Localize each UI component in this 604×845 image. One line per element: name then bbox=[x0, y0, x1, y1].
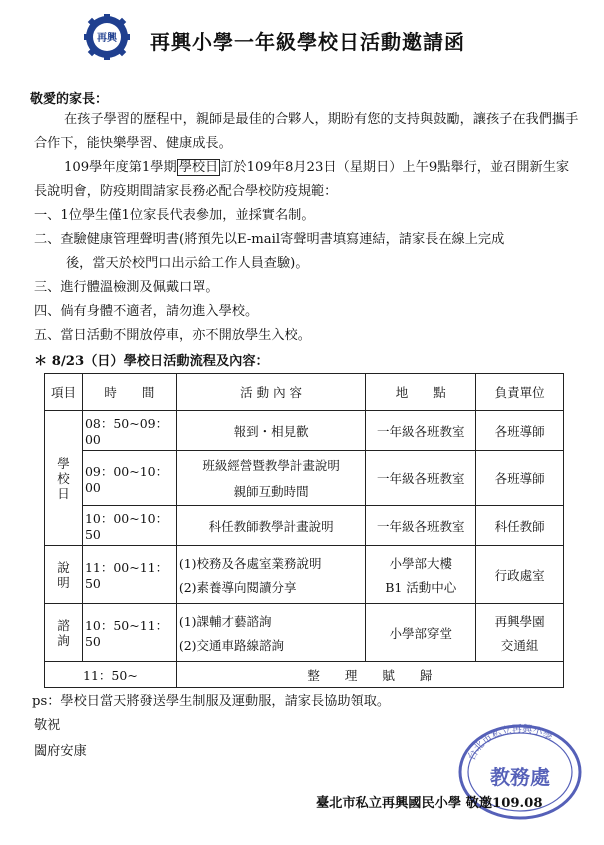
header-place: 地 點 bbox=[366, 374, 476, 411]
closing-wishes: 闔府安康 bbox=[34, 744, 87, 759]
row-content: 科任教師教學計畫說明 bbox=[176, 506, 366, 546]
group-explain: 說 明 bbox=[45, 546, 83, 604]
table-row-final bbox=[45, 662, 564, 688]
group-consult: 諮 詢 bbox=[45, 604, 83, 662]
row-time: 10：50~11：50 bbox=[82, 604, 176, 662]
row-place: 一年級各班教室 bbox=[366, 451, 476, 506]
row-place: 小學部穿堂 bbox=[366, 604, 476, 662]
row-time: 10：00~10：50 bbox=[82, 506, 176, 546]
row-unit: 行政處室 bbox=[476, 546, 564, 604]
row-time: 11：00~11：50 bbox=[82, 546, 176, 604]
row-content: (1)課輔才藝諮詢 (2)交通車路線諮詢 bbox=[176, 604, 366, 662]
svg-text:台北市私立再興小學 bbox=[465, 723, 555, 763]
boxed-school-day: 學校日 bbox=[178, 160, 219, 175]
table-row bbox=[45, 604, 564, 662]
row-place: 一年級各班教室 bbox=[366, 411, 476, 451]
row-unit: 科任教師 bbox=[476, 506, 564, 546]
page-title: 再興小學一年級學校日活動邀請函 bbox=[150, 30, 465, 54]
paragraph-after: 訂於109年8月23日（星期日）上午9點舉行，並召開新生家長說明會，防疫期間請家長務必配合學校防疫規範： bbox=[34, 160, 570, 199]
row-unit: 各班導師 bbox=[476, 451, 564, 506]
rule-item: 四、倘有身體不適者，請勿進入學校。 bbox=[34, 304, 259, 319]
group-school-day: 學 校 日 bbox=[45, 411, 83, 546]
row-unit: 再興學園 交通組 bbox=[476, 604, 564, 662]
rule-item: 二、查驗健康管理聲明書(將預先以E-mail寄聲明書填寫連結，請家長在線上完成 bbox=[34, 232, 505, 247]
row-time: 09：00~10：00 bbox=[82, 451, 176, 506]
final-time: 11：50~ bbox=[45, 662, 177, 688]
intro-paragraph: 在孩子學習的歷程中，親師是最佳的合夥人，期盼有您的支持與鼓勵，讓孩子在我們攜手合作下，能快樂學習、健康成長。 bbox=[34, 112, 579, 151]
postscript: ps：學校日當天將發送學生制服及運動服，請家長協助領取。 bbox=[32, 694, 391, 709]
table-row bbox=[45, 506, 564, 546]
header-content: 活 動 內 容 bbox=[176, 374, 366, 411]
rule-item: 五、當日活動不開放停車，亦不開放學生入校。 bbox=[34, 328, 311, 343]
closing-regards: 敬祝 bbox=[34, 718, 61, 733]
schedule-heading: ＊ 8/23（日）學校日活動流程及內容： bbox=[34, 354, 269, 369]
table-header-row bbox=[45, 374, 564, 411]
seal-ring-text: 台北市私立再興小學 bbox=[466, 723, 555, 763]
paragraph-before: 109學年度第1學期 bbox=[64, 160, 177, 175]
row-place: 小學部大樓 B1 活動中心 bbox=[366, 546, 476, 604]
school-signature: 臺北市私立再興國民小學 敬邀109.08 bbox=[316, 796, 543, 811]
rule-item: 三、進行體溫檢測及佩戴口罩。 bbox=[34, 280, 219, 295]
row-time: 08：50~09：00 bbox=[82, 411, 176, 451]
row-unit: 各班導師 bbox=[476, 411, 564, 451]
rule-item: 一、1位學生僅1位家長代表參加，並採實名制。 bbox=[34, 208, 315, 223]
logo-text: 再興 bbox=[97, 33, 117, 44]
row-content: 班級經營暨教學計畫說明 親師互動時間 bbox=[176, 451, 366, 506]
schedule-paragraph bbox=[34, 156, 582, 204]
final-content: 整 理 賦 歸 bbox=[176, 662, 563, 688]
row-place: 一年級各班教室 bbox=[366, 506, 476, 546]
schedule-table bbox=[44, 373, 564, 688]
header-time: 時 間 bbox=[82, 374, 176, 411]
rule-item-continued: 後，當天於校門口出示給工作人員查驗)。 bbox=[66, 256, 309, 271]
header-item: 項目 bbox=[45, 374, 83, 411]
seal-center-text: 教務處 bbox=[490, 765, 550, 789]
table-row bbox=[45, 411, 564, 451]
school-logo bbox=[84, 14, 130, 60]
table-row bbox=[45, 451, 564, 506]
header-unit: 負責單位 bbox=[476, 374, 564, 411]
row-content: 報到・相見歡 bbox=[176, 411, 366, 451]
row-content: (1)校務及各處室業務說明 (2)素養導向閱讀分享 bbox=[176, 546, 366, 604]
table-row bbox=[45, 546, 564, 604]
salutation: 敬愛的家長： bbox=[30, 92, 109, 107]
